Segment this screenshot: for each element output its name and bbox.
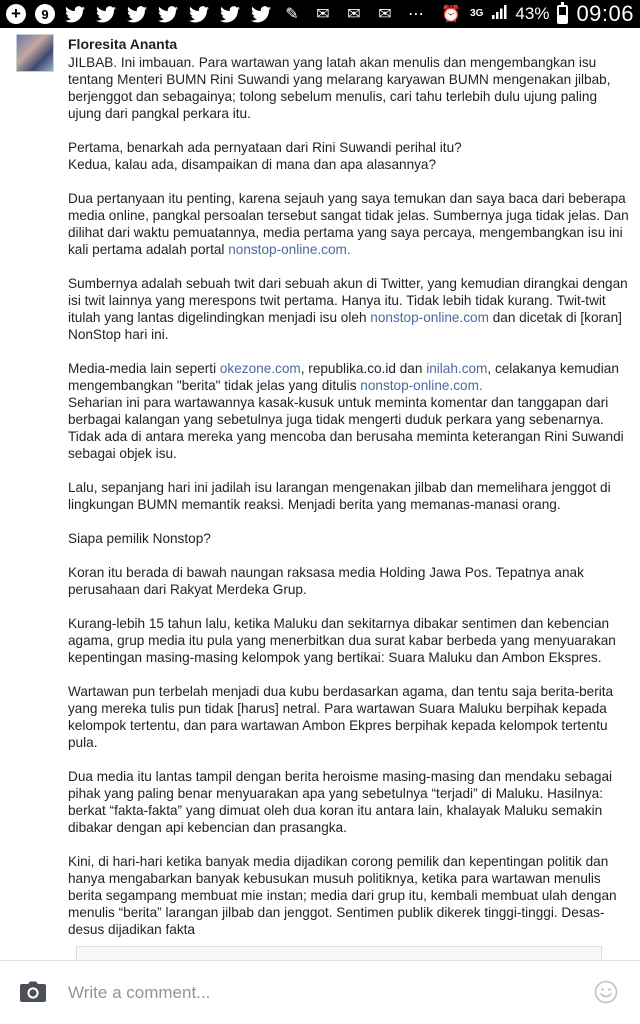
post-text: Sumbernya adalah sebuah twit dari sebuah akun di Twitter, yang kemudian dirangkai dengan isi twit lainnya yang merespons twit pertama. Hanya itu. Tidak lebih tidak kurang. Twit-twit itulah yang lantas digelindingkan menjadi isu oleh (68, 276, 628, 325)
post-text: Siapa pemilik Nonstop? (68, 531, 211, 546)
twitter-icon (95, 3, 117, 25)
twitter-icon (219, 3, 241, 25)
post-paragraph (68, 360, 634, 462)
post-link[interactable]: nonstop-online.com (370, 310, 489, 325)
mail-icon: ✉ (316, 4, 330, 23)
signal-icon (491, 4, 507, 25)
mail-icon: ✉ (347, 4, 361, 23)
post-paragraph (68, 853, 634, 938)
post-text: dan dicetak di [koran] NonStop hari ini. (68, 310, 622, 342)
post-text: Kedua, kalau ada, disampaikan di mana dan apa alasannya? (68, 157, 437, 172)
network-type: 3G (470, 8, 484, 19)
post-text: Lalu, sepanjang hari ini jadilah isu larangan mengenakan jilbab dan memelihara jenggot di lingkungan BUMN memantik reaksi. Menjadi berita yang memanas-manasi orang. (68, 480, 611, 512)
post (0, 28, 640, 960)
post-text: Kurang-lebih 15 tahun lalu, ketika Maluku dan sekitarnya dibakar sentimen dan kebencian agama, grup media itu pula yang menerbitkan dua surat kabar berbeda yang menyuarakan kepentingan masing-masing kelompok yang bertikai: Suara Maluku dan Ambon Ekspres. (68, 616, 616, 665)
avatar[interactable] (16, 34, 54, 72)
post-text: Wartawan pun terbelah menjadi dua kubu berdasarkan agama, dan tentu saja berita-berita yang mereka tulis pun tidak [harus] netral. Para wartawan Suara Maluku berpihak kepada kelompok tertentu, dan para wartawan Ambon Ekpres berpihak kepada kelompok tertentu pula. (68, 684, 614, 750)
post-paragraph (68, 564, 634, 598)
post-text: Seharian ini para wartawannya kasak-kusuk untuk meminta komentar dan tanggapan dari berbagai kalangan yang sebetulnya juga tidak mengerti duduk perkara yang sebenarnya. Tidak ada di antara mereka yang mencoba dan berusaha meminta keterangan Rini Suwandi sebagai objek isu. (68, 395, 624, 461)
post-link[interactable]: okezone.com (219, 361, 301, 376)
post-text: Media-media lain seperti (68, 361, 220, 376)
post-link[interactable]: nonstop-online.com. (360, 378, 483, 393)
post-paragraph (68, 479, 634, 513)
post-paragraph (68, 54, 634, 122)
post-paragraph (68, 530, 634, 547)
post-text: , republika.co.id dan (300, 361, 427, 376)
twitter-icon (188, 3, 210, 25)
post-body (68, 54, 634, 955)
link-preview-card[interactable] (76, 946, 602, 960)
battery-percent: 43% (515, 4, 550, 23)
camera-icon[interactable] (19, 981, 47, 1003)
post-text: Kini, di hari-hari ketika banyak media dijadikan corong pemilik dan kepentingan politik dan hanya mengabarkan banyak kebusukan musuh politiknya, ketika para wartawan menulis berita segampang membuat mie instan; media dari grup itu, kembali membuat ulah dengan menulis “berita” larangan jilbab dan jenggot. Sentimen publik dikerek tinggi-tinggi. Desas-desus dijadikan fakta (68, 854, 617, 937)
twitter-icon (250, 3, 272, 25)
plus-icon: + (6, 4, 26, 24)
post-paragraph (68, 139, 634, 173)
clock: 09:06 (576, 1, 634, 26)
emoji-icon[interactable] (594, 980, 618, 1004)
twitter-icon (126, 3, 148, 25)
author-name[interactable]: Floresita Ananta (68, 36, 178, 52)
battery-icon (557, 5, 568, 24)
comment-bar (0, 960, 640, 1024)
post-link[interactable]: nonstop-online.com. (228, 242, 351, 257)
alarm-icon: ⏰ (441, 4, 462, 23)
post-text: JILBAB. Ini imbauan. Para wartawan yang latah akan menulis dan mengembangkan isu tentang Menteri BUMN Rini Suwandi yang melarang karyawan BUMN mengenakan jilbab, berjenggot dan sebagainya; tolong sebelum menulis, cari tahu terlebih dulu ujung paling ujung dari pangkal perkara itu. (68, 55, 611, 121)
post-text: Koran itu berada di bawah naungan raksasa media Holding Jawa Pos. Tepatnya anak perusahaan dari Rakyat Merdeka Grup. (68, 565, 584, 597)
post-paragraph (68, 615, 634, 666)
post-paragraph (68, 768, 634, 836)
more-icon: ⋯ (408, 4, 424, 23)
twitter-icon (64, 3, 86, 25)
post-text: , celakanya kemudian mengembangkan "berita" tidak jelas yang ditulis (68, 361, 619, 393)
mail-icon: ✉ (378, 4, 392, 23)
post-link[interactable]: inilah.com (426, 361, 488, 376)
notification-icons (6, 3, 427, 25)
post-text: Dua media itu lantas tampil dengan berita heroisme masing-masing dan mendaku sebagai pihak yang paling benar menyuarakan apa yang sebetulnya “terjadi” di Maluku. Hasilnya: berkat “fakta-fakta” yang dimuat oleh dua koran itu antara lain, khalayak Maluku semakin dibakar dengan api kebencian dan prasangka. (68, 769, 613, 835)
post-text: Pertama, benarkah ada pernyataan dari Rini Suwandi perihal itu? (68, 140, 462, 155)
status-bar (0, 0, 640, 28)
comment-input[interactable] (68, 981, 568, 1005)
post-paragraph (68, 275, 634, 343)
pen-icon: ✎ (285, 4, 299, 23)
nine-gag-icon: 9 (35, 4, 55, 24)
post-paragraph (68, 190, 634, 258)
post-paragraph (68, 683, 634, 751)
post-text: Dua pertanyaan itu penting, karena sejauh yang saya temukan dan saya baca dari beberapa media online, pangkal persoalan tersebut sangat tidak jelas. Sumbernya juga tidak jelas. Dan dilihat dari waktu pemuatannya, media pertama yang saya percaya, mengembangkan isu ini kali pertama adalah portal (68, 191, 629, 257)
twitter-icon (157, 3, 179, 25)
